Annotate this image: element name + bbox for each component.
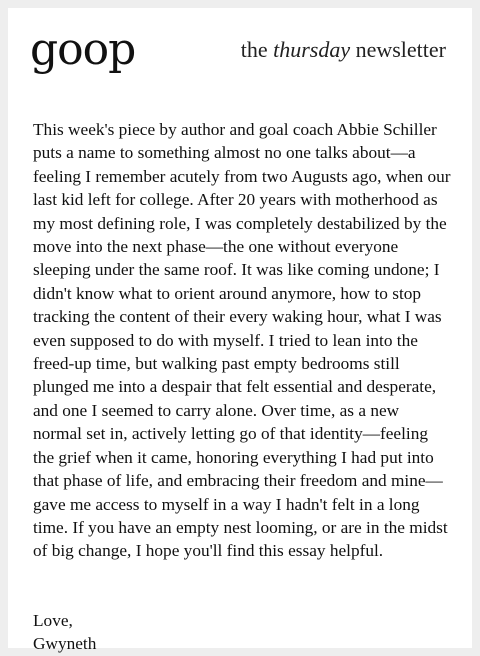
- signature-text: Gwyneth: [33, 634, 97, 654]
- tagline-prefix: the: [240, 37, 274, 62]
- closing-text: Love,: [33, 611, 73, 630]
- newsletter-tagline: [241, 36, 446, 64]
- newsletter-card: [8, 8, 472, 654]
- letter-body: This week's piece by author and goal coach Abbie Schiller puts a name to something almost no one talks about—a feeling I remember acutely from two Augusts ago, when our last kid left for college. After 20 years with motherhood as my most defining role, I was completely destabilized by the move into the next phase—the one without everyone sleeping under the same roof. It was like coming undone; I didn't know what to orient around anymore, how to stop tracking the content of their every waking hour, what I was even supposed to do with myself. I tried to lean into the freed-up time, but walking past empty bedrooms still plunged me into a despair that felt essential and desperate, and one I seemed to carry alone. Over time, as a new normal set in, actively letting go of that identity—feeling the grief when it came, honoring everything I had put into that phase of life, and embracing their freedom and mine—gave me access to myself in a way I hadn't felt in a long time. If you have an empty nest looming, or are in the midst of big change, I hope you'll find this essay helpful.: [33, 120, 451, 561]
- tagline-suffix: newsletter: [350, 37, 446, 62]
- signoff: [33, 609, 96, 656]
- tagline-day: thursday: [273, 37, 351, 62]
- goop-logo[interactable]: goop: [30, 24, 136, 75]
